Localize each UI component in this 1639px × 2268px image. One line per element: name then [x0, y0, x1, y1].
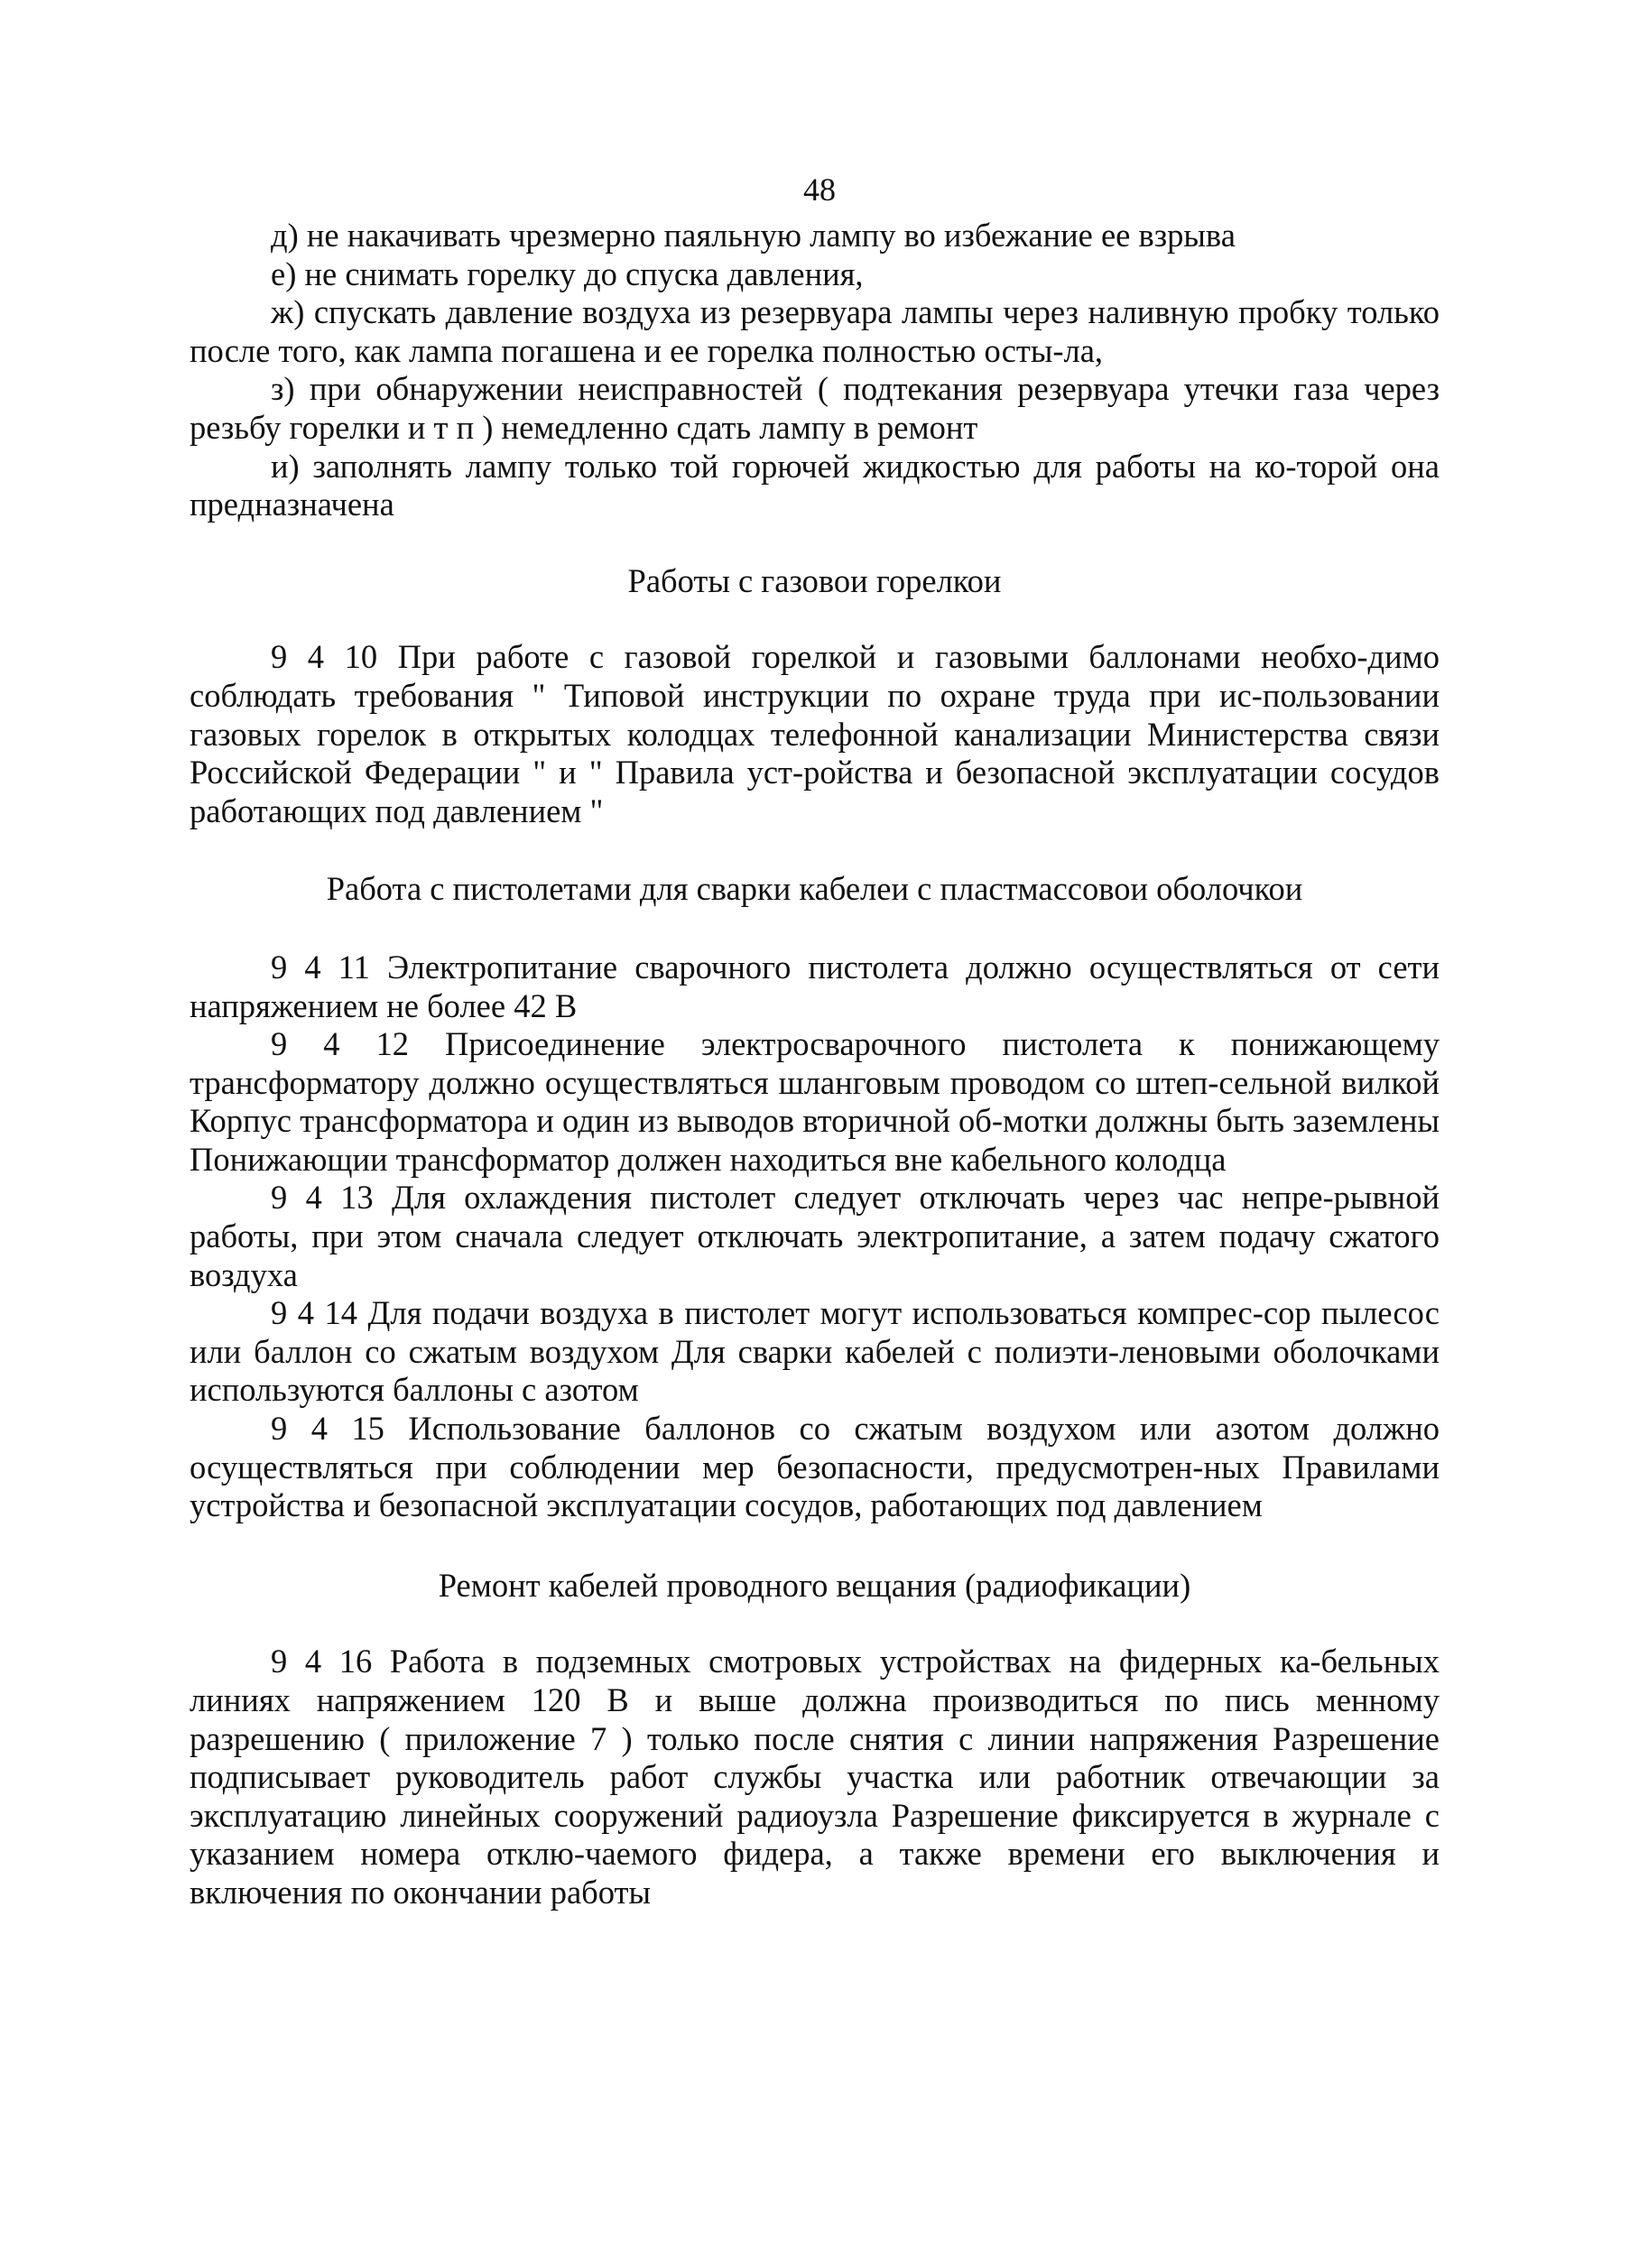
- list-item-i: и) заполнять лампу только той горючей жидкостью для работы на ко-торой она предназначена: [190, 447, 1440, 523]
- paragraph-9-4-15: 9 4 15 Использование баллонов со сжатым воздухом или азотом должно осуществляться при соблюдении мер безопасности, предусмотрен-ных Правилами устройства и безопасной эксплуатации сосудов, работающих под давлением: [190, 1410, 1440, 1524]
- page-number: 48: [803, 171, 836, 208]
- paragraph-9-4-11: 9 4 11 Электропитание сварочного пистолета должно осуществляться от сети напряжением не более 42 В: [190, 948, 1440, 1024]
- section-heading-gas-burner: Работы с газовои горелкои: [627, 561, 1002, 599]
- document-body: [190, 217, 1440, 1912]
- paragraph-9-4-14: 9 4 14 Для подачи воздуха в пистолет могут использоваться компрес-сор пылесос или баллон со сжатым воздухом Для сварки кабелей с полиэти-леновыми оболочками используются баллоны с азотом: [190, 1294, 1440, 1409]
- paragraph-9-4-13: 9 4 13 Для охлаждения пистолет следует отключать через час непре-рывной работы, при этом сначала следует отключать электропитание, а затем подачу сжатого воздуха: [190, 1179, 1440, 1293]
- list-item-d: д) не накачивать чрезмерно паяльную лампу во избежание ее взрыва: [271, 217, 1236, 254]
- list-item-zh: ж) спускать давление воздуха из резервуара лампы через наливную пробку только после того, как лампа погашена и ее горелка полностью осты-ла,: [190, 293, 1440, 369]
- section-heading-radio-cables: Ремонт кабелей проводного вещания (радиофикации): [438, 1566, 1191, 1604]
- paragraph-9-4-10: 9 4 10 При работе с газовой горелкой и газовыми баллонами необхо-димо соблюдать требования " Типовой инструкции по охране труда при ис-пользовании газовых горелок в открытых колодцах телефонной канализации Министерства связи Российской Федерации " и " Правила уст-ройства и безопасной эксплуатации сосудов работающих под давлением ": [190, 638, 1440, 829]
- list-item-z: з) при обнаружении неисправностей ( подтекания резервуара утечки газа через резьбу горелки и т п ) немедленно сдать лампу в ремонт: [190, 370, 1440, 446]
- paragraph-9-4-16: 9 4 16 Работа в подземных смотровых устройствах на фидерных ка-бельных линиях напряжением 120 В и выше должна производиться по пись менному разрешению ( приложение 7 ) только после снятия с линии напряжения Разрешение подписывает руководитель работ службы участка или работник отвечающии за эксплуатацию линейных сооружений радиоузла Разрешение фиксируется в журнале с указанием номера отклю-чаемого фидера, а также времени его выключения и включения по окончании работы: [190, 1643, 1440, 1911]
- paragraph-9-4-12: 9 4 12 Присоединение электросварочного пистолета к понижающему трансформатору должно осуществляться шланговым проводом со штеп-сельной вилкой Корпус трансформатора и один из выводов вторичной об-мотки должны быть заземлены Понижающии трансформатор должен находиться вне кабельного колодца: [190, 1025, 1440, 1178]
- list-item-e: е) не снимать горелку до спуска давления,: [271, 255, 864, 292]
- section-heading-welding-pistols: Работа с пистолетами для сварки кабелеи с пластмассовои оболочкои: [326, 870, 1303, 908]
